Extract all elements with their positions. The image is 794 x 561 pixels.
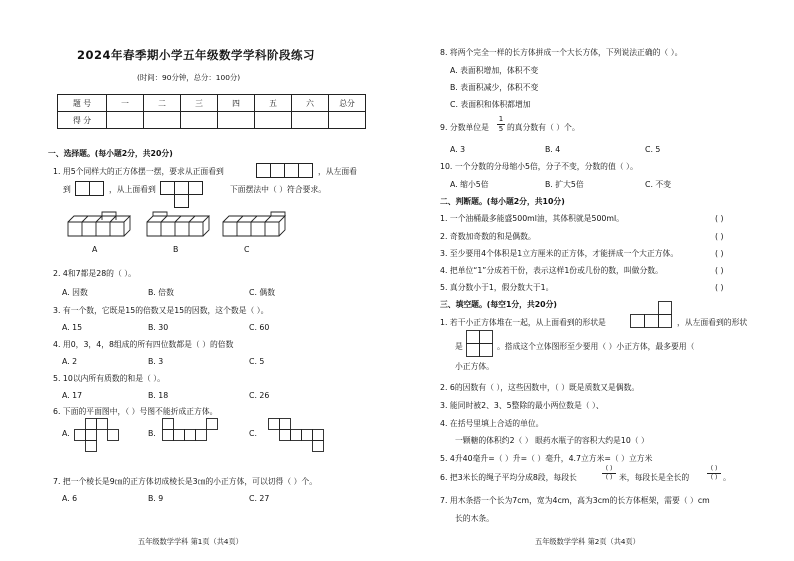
option-c-3d-figure xyxy=(221,212,287,240)
score-header-cell: 二 xyxy=(144,95,181,112)
page-1-footer: 五年级数学学科 第1页（共4页） xyxy=(138,537,243,546)
left-view-figure xyxy=(75,181,105,196)
q1-text-d: ，从上面看到 xyxy=(109,185,156,194)
fill1-text-a: 1. 若干小正方体堆在一起，从上面看到的形状是 xyxy=(440,318,606,327)
q8-option-c[interactable]: C. 表面积和体积都增加 xyxy=(450,100,531,109)
q2-text: 2. 4和7都是28的（ ）。 xyxy=(53,269,136,278)
fill4-units-text: 一颗糖的体积约2（ ） 眼药水瓶子的容积大约是10（ ） xyxy=(455,436,649,445)
q9-option-c[interactable]: C. 5 xyxy=(645,145,661,154)
judge-item-3: 3. 至少要用4个体积是1立方厘米的正方体，才能拼成一个大正方体。 xyxy=(440,249,679,258)
q10-option-c[interactable]: C. 不变 xyxy=(645,180,671,189)
score-header-cell: 题 号 xyxy=(58,95,107,112)
q7-option-c[interactable]: C. 27 xyxy=(249,494,270,503)
q10-option-a[interactable]: A. 缩小5倍 xyxy=(450,180,489,189)
q5-text: 5. 10以内所有质数的和是（ ）。 xyxy=(53,374,165,383)
score-header-cell: 三 xyxy=(181,95,218,112)
score-input-cell[interactable] xyxy=(218,112,255,129)
exam-meta: (时间：90分钟，总分：100分) xyxy=(137,73,241,82)
q2-option-a[interactable]: A. 因数 xyxy=(62,288,88,297)
fill1-text-c: 是 xyxy=(455,342,463,351)
q5-option-b[interactable]: B. 18 xyxy=(148,391,169,400)
fraction-paren-top: ( ) xyxy=(710,465,718,472)
fraction-paren-top: ( ) xyxy=(605,465,613,472)
page-2 xyxy=(397,0,794,561)
judge-item-5: 5. 真分数小于1，假分数大于1。 xyxy=(440,283,554,292)
q7-option-b[interactable]: B. 9 xyxy=(148,494,164,503)
q1-text-c: 到 xyxy=(63,185,71,194)
q3-text: 3. 有一个数，它既是15的倍数又是15的因数，这个数是（ ）。 xyxy=(53,306,269,315)
page-2-footer: 五年级数学学科 第2页（共4页） xyxy=(535,537,640,546)
q4-option-c[interactable]: C. 5 xyxy=(249,357,265,366)
section-fill-heading: 三、填空题。(每空1分，共20分) xyxy=(440,300,557,309)
option-a-3d-figure xyxy=(66,212,132,240)
score-input-cell[interactable] xyxy=(329,112,366,129)
fraction-paren-bottom: ( ) xyxy=(710,474,718,481)
fill1-left-view-figure xyxy=(466,330,496,358)
q8-text: 8. 将两个完全一样的长方体拼成一个大长方体，下列说法正确的（ ）。 xyxy=(440,48,683,57)
fill2-text: 2. 6的因数有（ ），这些因数中，（ ）既是质数又是偶数。 xyxy=(440,383,640,392)
q5-option-c[interactable]: C. 26 xyxy=(249,391,270,400)
q2-option-c[interactable]: C. 偶数 xyxy=(249,288,275,297)
score-header-cell: 四 xyxy=(218,95,255,112)
q3-option-b[interactable]: B. 30 xyxy=(148,323,169,332)
judge-item-1: 1. 一个油桶最多能盛500ml油，其体积就是500ml。 xyxy=(440,214,624,223)
score-header-cell: 一 xyxy=(107,95,144,112)
q3-option-a[interactable]: A. 15 xyxy=(62,323,83,332)
judge-answer-5[interactable]: ( ) xyxy=(715,283,724,292)
fill4-text: 4. 在括号里填上合适的单位。 xyxy=(440,419,544,428)
q9-option-a[interactable]: A. 3 xyxy=(450,145,466,154)
q9-text-a: 9. 分数单位是 xyxy=(440,123,489,132)
exam-title: 2024年春季期小学五年级数学学科阶段练习 xyxy=(77,48,316,62)
score-input-cell[interactable] xyxy=(255,112,292,129)
score-header-cell: 六 xyxy=(292,95,329,112)
q9-fraction-numerator: 1 xyxy=(498,115,504,123)
fill6-blank-fraction-2[interactable] xyxy=(707,466,721,484)
section-choice-heading: 一、选择题。(每小题2分，共20分) xyxy=(48,149,173,158)
fill5-text: 5. 4升40毫升=（ ）升=（ ）毫升，4.7立方米=（ ）立方米 xyxy=(440,454,653,463)
q7-option-a[interactable]: A. 6 xyxy=(62,494,78,503)
fraction-paren-bottom: ( ) xyxy=(605,474,613,481)
q8-option-b[interactable]: B. 表面积减少，体积不变 xyxy=(450,83,539,92)
fill7-text-b: 长的木条。 xyxy=(455,514,494,523)
q4-option-b[interactable]: B. 3 xyxy=(148,357,164,366)
fill1-text-b: ，从左面看到的形状 xyxy=(677,318,748,327)
score-table-header xyxy=(58,95,366,112)
judge-answer-2[interactable]: ( ) xyxy=(715,232,724,241)
net-b-figure xyxy=(160,418,230,454)
fill6-text-b: 米，每段长是全长的 xyxy=(619,473,690,482)
judge-item-2: 2. 奇数加奇数的和是偶数。 xyxy=(440,232,536,241)
net-c-figure xyxy=(266,418,336,454)
q6-label-a: A. xyxy=(62,429,70,438)
score-input-cell[interactable] xyxy=(107,112,144,129)
q6-text: 6. 下面的平面图中，（ ）号图不能折成正方体。 xyxy=(53,407,218,416)
q8-option-a[interactable]: A. 表面积增加，体积不变 xyxy=(450,66,539,75)
q6-label-b: B. xyxy=(148,429,156,438)
net-a-figure xyxy=(72,418,126,454)
front-view-figure xyxy=(256,163,314,178)
q9-fraction-denominator: 5 xyxy=(498,125,504,133)
q9-option-b[interactable]: B. 4 xyxy=(545,145,561,154)
judge-answer-1[interactable]: ( ) xyxy=(715,214,724,223)
option-b-3d-figure xyxy=(145,212,211,240)
q1-label-a: A xyxy=(92,245,98,254)
q10-option-b[interactable]: B. 扩大5倍 xyxy=(545,180,584,189)
fill1-text-d: 。搭成这个立体图形至少要用（ ）小正方体，最多要用（ xyxy=(497,342,695,351)
judge-item-4: 4. 把单位“1”分成若干份，表示这样1份或几份的数，叫做分数。 xyxy=(440,266,663,275)
judge-answer-4[interactable]: ( ) xyxy=(715,266,724,275)
score-header-cell: 总分 xyxy=(329,95,366,112)
q3-option-c[interactable]: C. 60 xyxy=(249,323,270,332)
q4-text: 4. 用0，3，4，8组成的所有四位数都是（ ）的倍数 xyxy=(53,340,234,349)
q1-label-b: B xyxy=(173,245,179,254)
q6-label-c: C. xyxy=(249,429,257,438)
score-header-cell: 五 xyxy=(255,95,292,112)
q7-text: 7. 把一个棱长是9㎝的正方体切成棱长是3㎝的小正方体，可以切得（ ）个。 xyxy=(53,477,318,486)
section-judge-heading: 二、判断题。(每小题2分，共10分) xyxy=(440,197,565,206)
fill3-text: 3. 能同时被2、3、5整除的最小两位数是（ ）、 xyxy=(440,401,604,410)
score-input-cell[interactable] xyxy=(144,112,181,129)
judge-answer-3[interactable]: ( ) xyxy=(715,249,724,258)
score-table-row xyxy=(58,112,366,129)
q1-text-e: 下面摆法中（ ）符合要求。 xyxy=(230,185,327,194)
score-row-label: 得 分 xyxy=(58,112,107,129)
fill6-blank-fraction-1[interactable] xyxy=(602,466,616,484)
fill1-text-e: 小正方体。 xyxy=(455,362,494,371)
fill6-text-a: 6. 把3米长的绳子平均分成8段，每段长 xyxy=(440,473,577,482)
q9-fraction xyxy=(497,116,505,133)
q5-option-a[interactable]: A. 17 xyxy=(62,391,83,400)
q2-option-b[interactable]: B. 倍数 xyxy=(148,288,174,297)
top-view-figure xyxy=(160,181,204,209)
q1-text-b: ，从左面看 xyxy=(318,167,357,176)
fill1-top-view-figure xyxy=(630,301,674,329)
score-input-cell[interactable] xyxy=(292,112,329,129)
score-input-cell[interactable] xyxy=(181,112,218,129)
q1-text-a: 1. 用5个同样大的正方体摆一摆，要求从正面看到 xyxy=(53,167,224,176)
q4-option-a[interactable]: A. 2 xyxy=(62,357,78,366)
q9-text-b: 的真分数有（ ）个。 xyxy=(507,123,580,132)
fill6-text-c: 。 xyxy=(723,473,731,482)
score-table xyxy=(57,94,366,129)
q1-label-c: C xyxy=(244,245,250,254)
q10-text: 10. 一个分数的分母缩小5倍，分子不变，分数的值（ ）。 xyxy=(440,162,638,171)
fill7-text-a: 7. 用木条搭一个长为7cm，宽为4cm，高为3cm的长方体框架，需要（ ）cm xyxy=(440,496,710,505)
